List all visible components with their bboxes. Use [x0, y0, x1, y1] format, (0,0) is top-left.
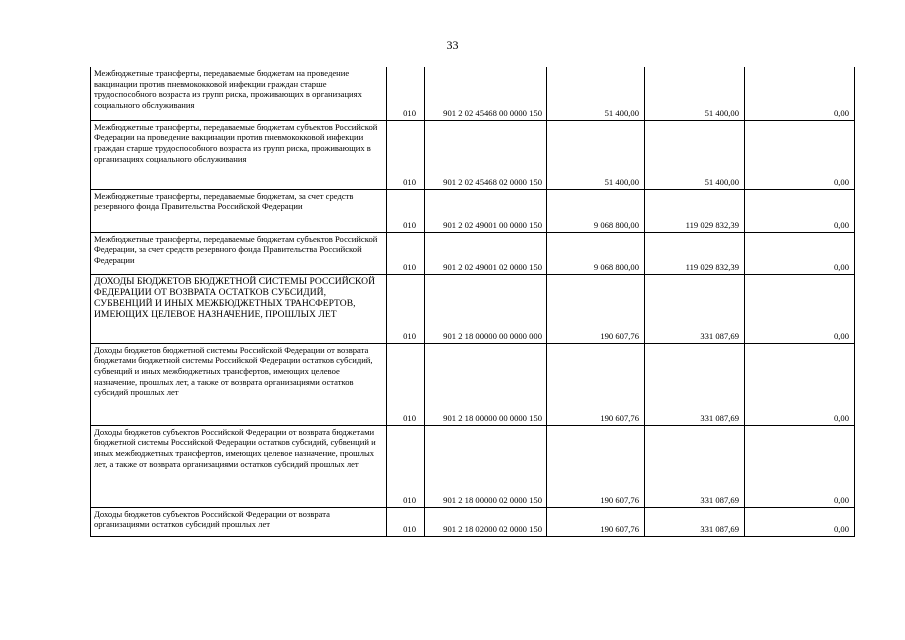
row-executed: 331 087,69	[645, 343, 745, 425]
row-executed: 331 087,69	[645, 274, 745, 343]
row-planned: 190 607,76	[547, 425, 645, 507]
row-code: 010	[387, 343, 425, 425]
table-row	[91, 425, 855, 507]
table-row	[91, 507, 855, 536]
row-executed: 119 029 832,39	[645, 232, 745, 274]
row-kbk: 901 2 02 49001 02 0000 150	[425, 232, 547, 274]
row-kbk: 901 2 02 45468 02 0000 150	[425, 120, 547, 189]
row-code: 010	[387, 274, 425, 343]
budget-table	[90, 67, 855, 537]
row-name: Межбюджетные трансферты, передаваемые бюджетам на проведение вакцинации против пневмококковой инфекции граждан старше трудоспособного возраста из групп риска, проживающих в организациях социального обслуживания	[91, 67, 387, 120]
row-planned: 190 607,76	[547, 507, 645, 536]
row-name: Доходы бюджетов субъектов Российской Федерации от возврата бюджетами бюджетной системы Российской Федерации остатков субсидий, субвенций и иных межбюджетных трансфертов, имеющих целевое назначение, прошлых лет, а также от возврата организациями остатков субсидий прошлых лет	[91, 425, 387, 507]
row-planned: 190 607,76	[547, 274, 645, 343]
page-number: 33	[446, 38, 459, 52]
row-name: Межбюджетные трансферты, передаваемые бюджетам субъектов Российской Федерации, за счет средств резервного фонда Правительства Российской Федерации	[91, 232, 387, 274]
row-executed: 51 400,00	[645, 120, 745, 189]
row-remainder: 0,00	[745, 425, 855, 507]
row-name: Доходы бюджетов бюджетной системы Российской Федерации от возврата бюджетами бюджетной системы Российской Федерации остатков субсидий, субвенций и иных межбюджетных трансфертов, имеющих целевое назначение, прошлых лет, а также от возврата организациями остатков субсидий прошлых лет	[91, 343, 387, 425]
row-kbk: 901 2 18 02000 02 0000 150	[425, 507, 547, 536]
row-planned: 9 068 800,00	[547, 232, 645, 274]
row-name: ДОХОДЫ БЮДЖЕТОВ БЮДЖЕТНОЙ СИСТЕМЫ РОССИЙСКОЙ ФЕДЕРАЦИИ ОТ ВОЗВРАТА ОСТАТКОВ СУБСИДИЙ, СУБВЕНЦИЙ И ИНЫХ МЕЖБЮДЖЕТНЫХ ТРАНСФЕРТОВ, ИМЕЮЩИХ ЦЕЛЕВОЕ НАЗНАЧЕНИЕ, ПРОШЛЫХ ЛЕТ	[91, 274, 387, 343]
table-row	[91, 274, 855, 343]
row-name: Доходы бюджетов субъектов Российской Федерации от возврата организациями остатков субсидий прошлых лет	[91, 507, 387, 536]
row-executed: 331 087,69	[645, 507, 745, 536]
row-kbk: 901 2 18 00000 00 0000 150	[425, 343, 547, 425]
row-remainder: 0,00	[745, 343, 855, 425]
table-row	[91, 232, 855, 274]
table-row	[91, 120, 855, 189]
row-code: 010	[387, 67, 425, 120]
table-row	[91, 343, 855, 425]
row-name: Межбюджетные трансферты, передаваемые бюджетам, за счет средств резервного фонда Правительства Российской Федерации	[91, 189, 387, 232]
row-remainder: 0,00	[745, 274, 855, 343]
row-kbk: 901 2 18 00000 00 0000 000	[425, 274, 547, 343]
row-code: 010	[387, 120, 425, 189]
row-code: 010	[387, 232, 425, 274]
row-name: Межбюджетные трансферты, передаваемые бюджетам субъектов Российской Федерации на проведение вакцинации против пневмококковой инфекции граждан старше трудоспособного возраста из групп риска, проживающих в организациях социального обслуживания	[91, 120, 387, 189]
row-kbk: 901 2 02 49001 00 0000 150	[425, 189, 547, 232]
row-remainder: 0,00	[745, 67, 855, 120]
table-row	[91, 67, 855, 120]
row-planned: 51 400,00	[547, 120, 645, 189]
row-remainder: 0,00	[745, 120, 855, 189]
row-executed: 51 400,00	[645, 67, 745, 120]
row-executed: 331 087,69	[645, 425, 745, 507]
row-planned: 9 068 800,00	[547, 189, 645, 232]
row-code: 010	[387, 507, 425, 536]
row-remainder: 0,00	[745, 189, 855, 232]
row-executed: 119 029 832,39	[645, 189, 745, 232]
row-kbk: 901 2 02 45468 00 0000 150	[425, 67, 547, 120]
row-code: 010	[387, 189, 425, 232]
table-row	[91, 189, 855, 232]
row-planned: 190 607,76	[547, 343, 645, 425]
row-remainder: 0,00	[745, 232, 855, 274]
row-planned: 51 400,00	[547, 67, 645, 120]
row-kbk: 901 2 18 00000 02 0000 150	[425, 425, 547, 507]
row-remainder: 0,00	[745, 507, 855, 536]
row-code: 010	[387, 425, 425, 507]
